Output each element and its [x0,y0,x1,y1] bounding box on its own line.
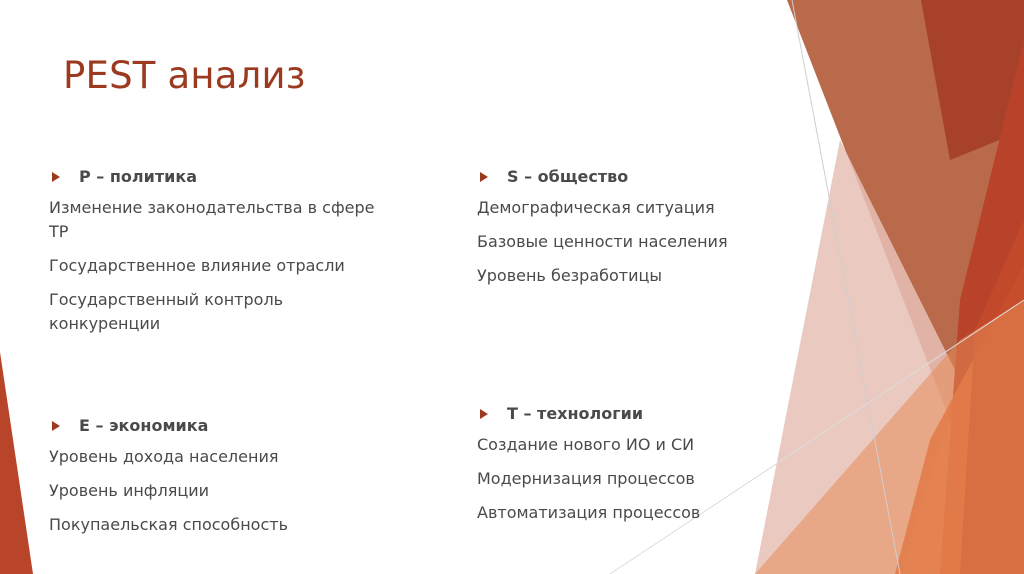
list-item: Государственное влияние отрасли [49,256,345,275]
list-item: Государственный контроль конкуренции [49,290,284,333]
list-item: Изменение законодательства в сфере ТР [49,198,375,241]
triangle-bullet-icon [480,409,488,419]
section-heading [477,404,797,423]
section-heading-label: S – общество [507,167,629,186]
section-technology [477,404,797,535]
list-item: Демографическая ситуация [477,198,715,217]
section-economy [49,416,379,547]
list-item: Базовые ценности населения [477,232,728,251]
list-item: Уровень инфляции [49,481,210,500]
section-heading-label: P – политика [79,167,197,186]
list-item: Покупаельская способность [49,515,288,534]
list-item: Создание нового ИО и СИ [477,435,695,454]
triangle-bullet-icon [480,172,488,182]
page-title: PEST анализ [63,54,306,97]
list-item: Уровень дохода населения [49,447,279,466]
triangle-bullet-icon [52,421,60,431]
section-society [477,167,797,298]
list-item: Уровень безработицы [477,266,663,285]
list-item: Модернизация процессов [477,469,695,488]
list-item: Автоматизация процессов [477,503,701,522]
section-heading [49,167,379,186]
triangle-bullet-icon [52,172,60,182]
section-heading [49,416,379,435]
section-politics [49,167,379,346]
section-heading-label: E – экономика [79,416,209,435]
section-heading-label: T – технологии [507,404,644,423]
section-heading [477,167,797,186]
